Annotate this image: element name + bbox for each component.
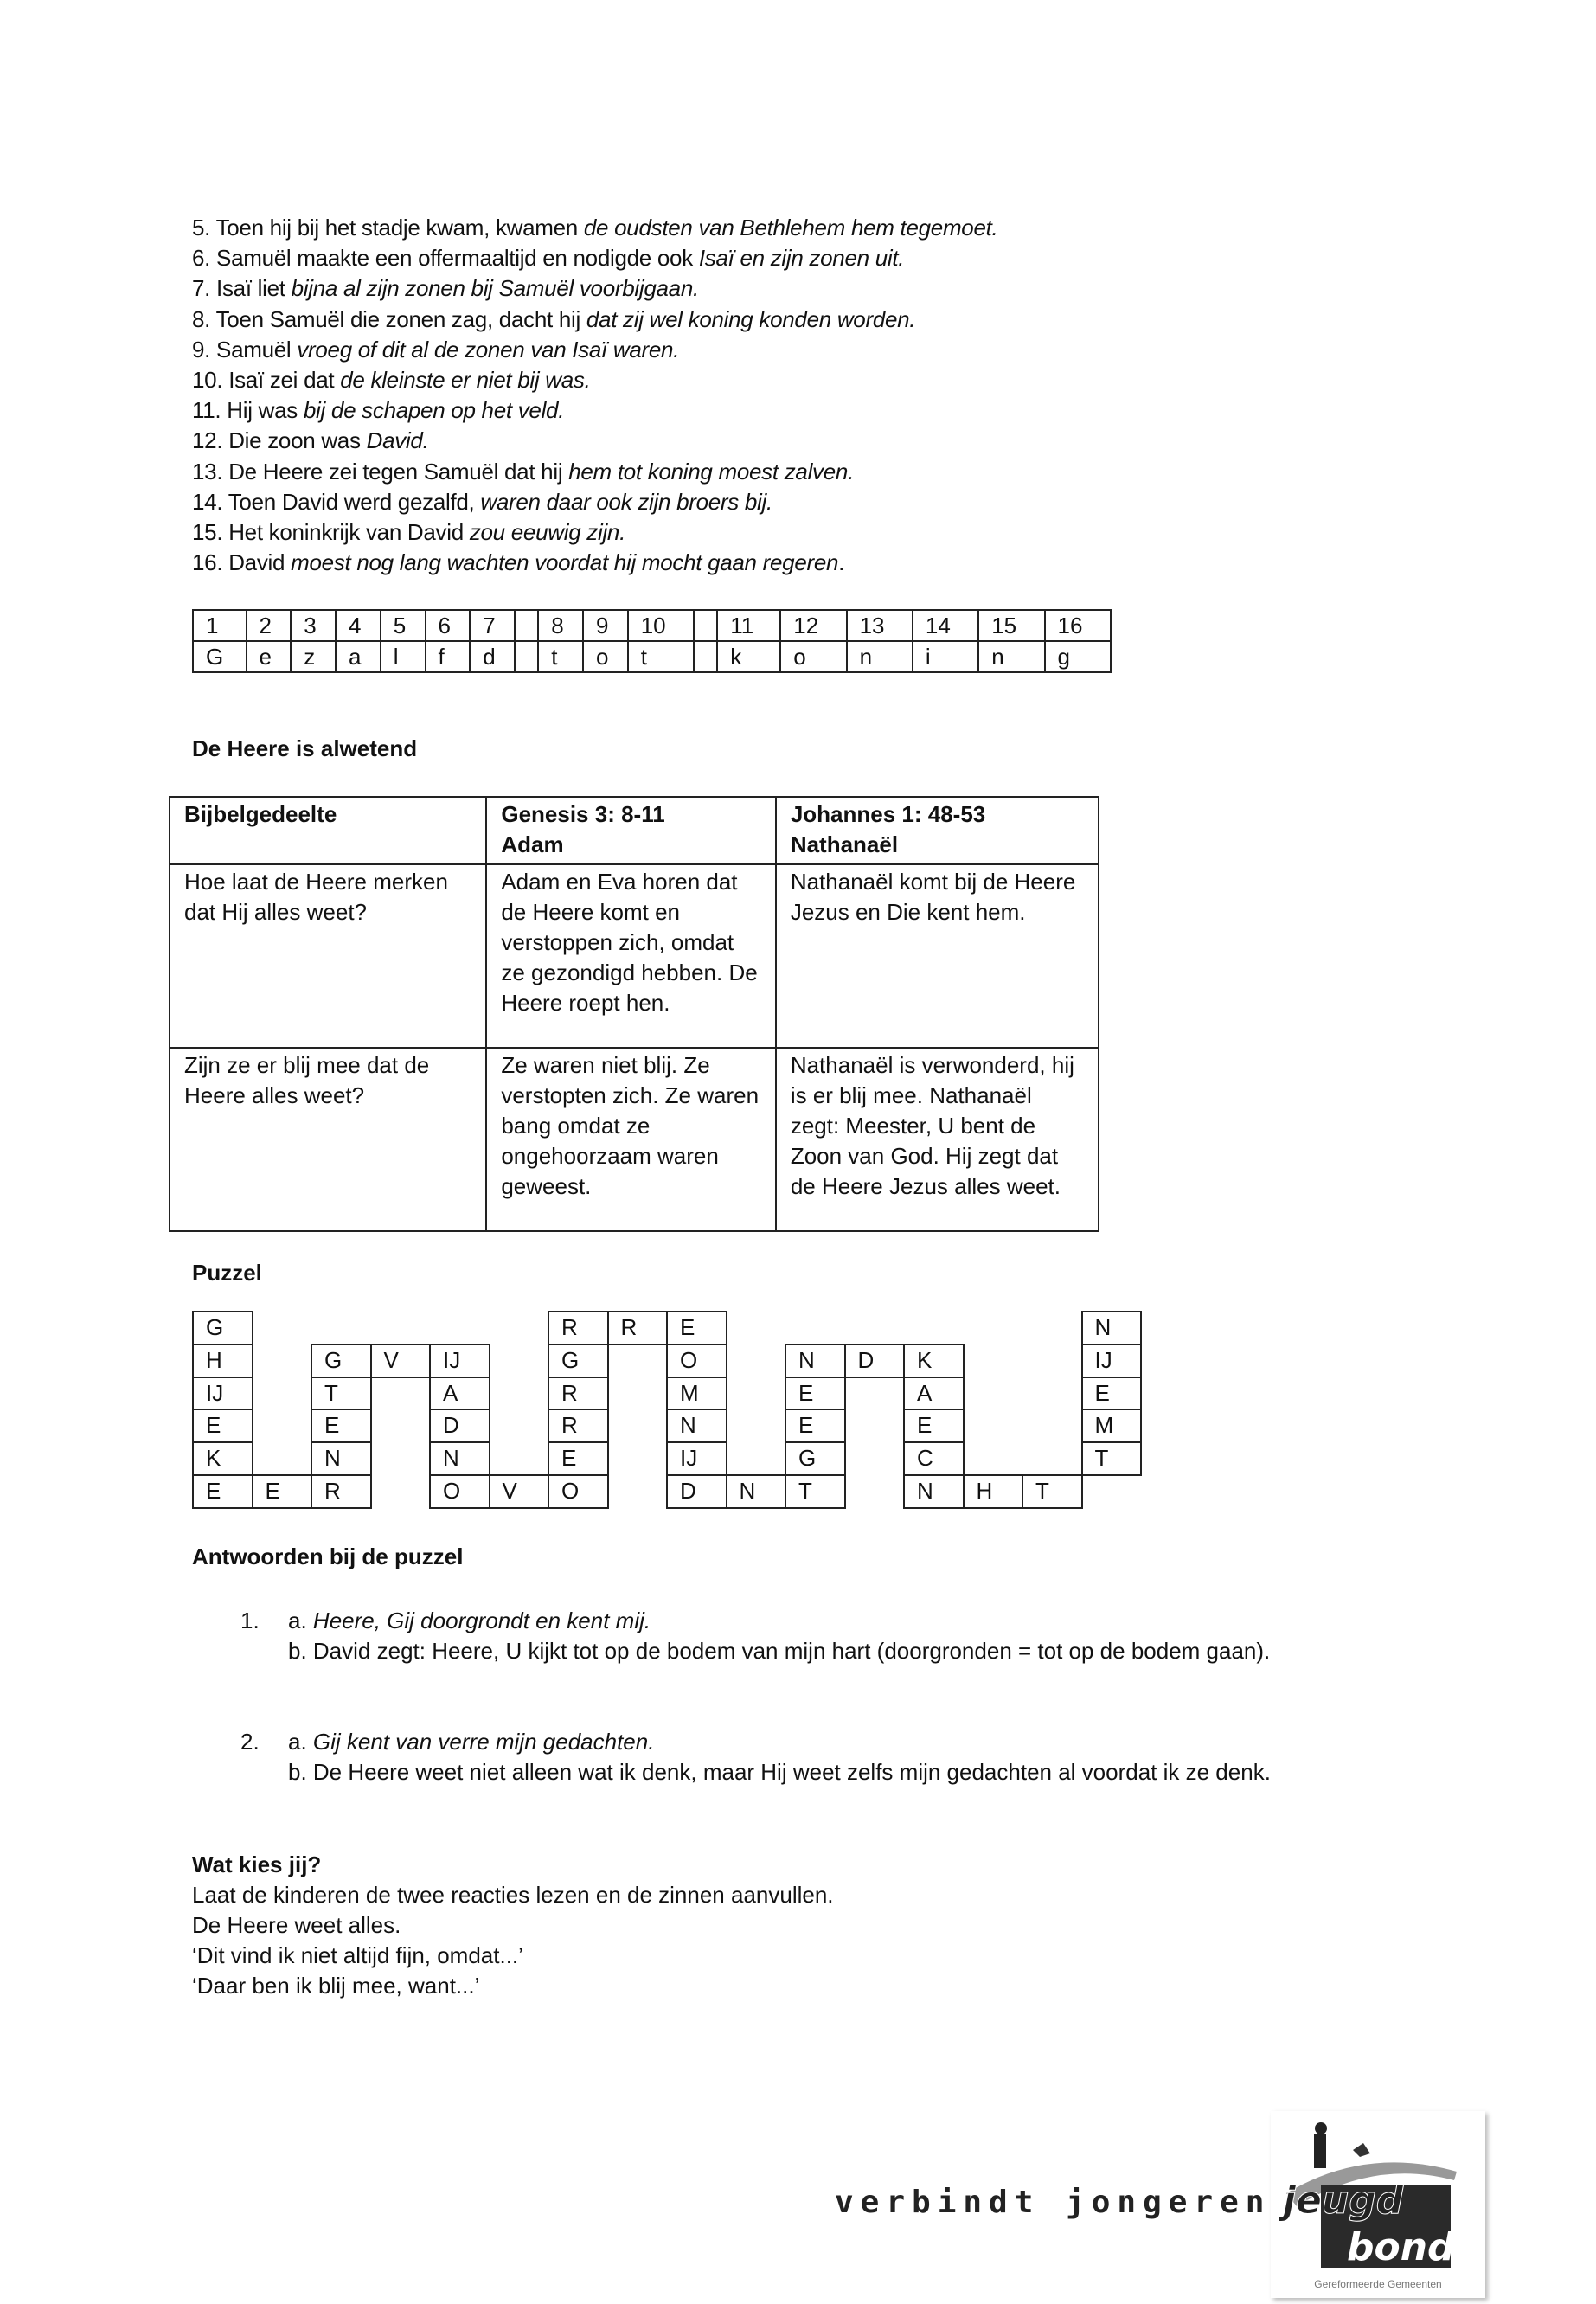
item-text: Isaï zei dat (228, 367, 341, 394)
list-item (192, 426, 997, 456)
puzzle-cell: E (666, 1311, 727, 1345)
puzzle-cell: R (548, 1377, 609, 1411)
puzzle-cell: N (666, 1409, 727, 1443)
letter-cell: o (780, 641, 846, 672)
puzzle-title: Puzzel (192, 1260, 262, 1286)
puzzle-cell: O (548, 1474, 609, 1509)
item-number: 16. (192, 549, 223, 576)
item-number: 12. (192, 427, 223, 454)
table-cell: Hoe laat de Heere merken dat Hij alles weet? (170, 864, 486, 1048)
letter-cell: 16 (1045, 610, 1112, 641)
list-item (192, 365, 997, 395)
answer-item (240, 1727, 1413, 1787)
letter-cell: 11 (717, 610, 780, 641)
letter-cell: 4 (336, 610, 381, 641)
list-item (192, 487, 997, 517)
item-number: 13. (192, 458, 223, 485)
answer-number: 1. (240, 1608, 260, 1633)
puzzle-cell: E (192, 1409, 253, 1443)
puzzle-cell: T (785, 1474, 846, 1509)
summary-list (192, 213, 997, 578)
puzzle-cell: K (192, 1441, 253, 1476)
list-item (192, 213, 997, 243)
puzzle-cell: T (1022, 1474, 1083, 1509)
letter-cell: 7 (470, 610, 515, 641)
puzzle-grid (192, 1311, 1140, 1510)
choice-section (192, 1850, 834, 2001)
item-number: 14. (192, 488, 223, 515)
answer-number: 2. (240, 1729, 260, 1755)
letter-cell: n (978, 641, 1044, 672)
header-line: Johannes 1: 48-53 (790, 801, 986, 827)
letter-code-table (192, 609, 1112, 673)
letter-cell: f (426, 641, 471, 672)
puzzle-cell: R (548, 1409, 609, 1443)
puzzle-cell: G (192, 1311, 253, 1345)
table-cell: Ze waren niet blij. Ze verstopten zich. Ze waren bang omdat ze ongehoorzaam waren geweest. (486, 1048, 775, 1231)
table-row (170, 1048, 1099, 1231)
puzzle-cell: N (785, 1344, 846, 1378)
table-cell: Nathanaël is verwonderd, hij is er blij mee. Nathanaël zegt: Meester, U bent de Zoon van God. Hij zegt dat de Heere Jezus alles weet. (776, 1048, 1099, 1231)
puzzle-cell: M (666, 1377, 727, 1411)
puzzle-cell: V (489, 1474, 550, 1509)
item-italic: dat zij wel koning konden worden. (586, 305, 916, 332)
table-cell: Zijn ze er blij mee dat de Heere alles weet? (170, 1048, 486, 1231)
list-item (192, 273, 997, 304)
letter-cell: 2 (247, 610, 292, 641)
item-italic: vroeg of dit al de zonen van Isaï waren. (297, 336, 680, 363)
puzzle-cell: V (370, 1344, 432, 1378)
puzzle-cell: G (548, 1344, 609, 1378)
item-italic: moest nog lang wachten voordat hij mocht gaan regeren (291, 549, 839, 576)
header-cell (170, 797, 486, 864)
puzzle-cell: A (429, 1377, 490, 1411)
header-line: Genesis 3: 8-11 (501, 801, 665, 827)
header-cell (486, 797, 775, 864)
answer-a-prefix: a. (288, 1729, 313, 1755)
letter-cell: 6 (426, 610, 471, 641)
puzzle-cell: E (903, 1409, 965, 1443)
list-item (192, 305, 997, 335)
puzzle-cell: IJ (192, 1377, 253, 1411)
puzzle-cell: R (607, 1311, 669, 1345)
item-italic: waren daar ook zijn broers bij. (480, 488, 772, 515)
puzzle-cell: O (666, 1344, 727, 1378)
header-line: Adam (501, 831, 564, 857)
puzzle-cell: M (1081, 1409, 1143, 1443)
header-cell (776, 797, 1099, 864)
item-number: 11. (192, 397, 221, 424)
puzzle-cell: N (1081, 1311, 1143, 1345)
item-text: Toen Samuël die zonen zag, dacht hij (215, 305, 586, 332)
puzzle-cell: R (548, 1311, 609, 1345)
letter-cell: g (1045, 641, 1112, 672)
letter-cell: 9 (583, 610, 628, 641)
header-line: Nathanaël (790, 831, 899, 857)
letter-table-numbers-row (193, 610, 1111, 641)
puzzle-cell: K (903, 1344, 965, 1378)
puzzle-cell: R (311, 1474, 372, 1509)
letter-cell: 12 (780, 610, 846, 641)
item-italic: bij de schapen op het veld. (303, 397, 565, 424)
svg-text:bond: bond (1347, 2225, 1455, 2269)
letter-cell: o (583, 641, 628, 672)
puzzle-cell: T (311, 1377, 372, 1411)
item-number: 5. (192, 215, 211, 241)
letter-cell: e (247, 641, 292, 672)
puzzle-cell: E (311, 1409, 372, 1443)
letter-cell: d (470, 641, 515, 672)
choice-title: Wat kies jij? (192, 1852, 322, 1877)
letter-cell: 10 (628, 610, 694, 641)
item-italic: zou eeuwig zijn. (469, 519, 626, 546)
letter-cell: t (538, 641, 583, 672)
puzzle-cell: D (666, 1474, 727, 1509)
choice-line: De Heere weet alles. (192, 1912, 401, 1938)
letter-cell: i (913, 641, 978, 672)
letter-cell: 15 (978, 610, 1044, 641)
puzzle-cell: E (548, 1441, 609, 1476)
table-row (170, 864, 1099, 1048)
list-item (192, 335, 997, 365)
item-number: 9. (192, 336, 211, 363)
table-cell: Adam en Eva horen dat de Heere komt en verstoppen zich, omdat ze gezondigd hebben. De Heere roept hen. (486, 864, 775, 1048)
list-item (192, 517, 997, 548)
footer-tagline: verbindt jongeren (835, 2185, 1272, 2220)
puzzle-cell: A (903, 1377, 965, 1411)
item-text: David (228, 549, 292, 576)
letter-cell: G (193, 641, 247, 672)
puzzle-cell: H (963, 1474, 1024, 1509)
list-item (192, 457, 997, 487)
item-italic: de kleinste er niet bij was. (340, 367, 591, 394)
puzzle-cell: T (1081, 1441, 1143, 1476)
table-cell: Nathanaël komt bij de Heere Jezus en Die kent hem. (776, 864, 1099, 1048)
letter-cell: 14 (913, 610, 978, 641)
item-text: Isaï liet (216, 275, 292, 302)
letter-cell (515, 610, 538, 641)
choice-line: ‘Daar ben ik blij mee, want...’ (192, 1973, 480, 1999)
answer-a-prefix: a. (288, 1608, 313, 1633)
item-text: De Heere zei tegen Samuël dat hij (228, 458, 569, 485)
jeugdbond-logo (1271, 2111, 1485, 2298)
item-text: Hij was (227, 397, 304, 424)
letter-cell (694, 641, 717, 672)
puzzle-cell: E (192, 1474, 253, 1509)
logo-graphic-icon (1271, 2111, 1485, 2298)
puzzle-cell: IJ (429, 1344, 490, 1378)
letter-cell: 1 (193, 610, 247, 641)
puzzle-cell: O (429, 1474, 490, 1509)
item-text: Het koninkrijk van David (228, 519, 470, 546)
puzzle-cell: N (726, 1474, 787, 1509)
section-title: De Heere is alwetend (192, 735, 418, 761)
item-number: 7. (192, 275, 211, 302)
bible-table-header (170, 797, 1099, 864)
puzzle-cell: E (1081, 1377, 1143, 1411)
puzzle-cell: E (785, 1377, 846, 1411)
letter-cell (515, 641, 538, 672)
item-number: 10. (192, 367, 223, 394)
choice-line: Laat de kinderen de twee reacties lezen en de zinnen aanvullen. (192, 1882, 834, 1908)
answer-b: b. David zegt: Heere, U kijkt tot op de bodem van mijn hart (doorgronden = tot op de bodem gaan). (288, 1638, 1271, 1664)
item-text: Toen David werd gezalfd, (228, 488, 481, 515)
svg-text:Gereformeerde Gemeenten: Gereformeerde Gemeenten (1314, 2278, 1442, 2290)
puzzle-cell: E (252, 1474, 313, 1509)
letter-table-letters-row (193, 641, 1111, 672)
header-line: Bijbelgedeelte (184, 801, 337, 827)
item-italic: de oudsten van Bethlehem hem tegemoet. (583, 215, 998, 241)
letter-cell: n (847, 641, 913, 672)
letter-cell: 5 (381, 610, 426, 641)
list-item (192, 243, 997, 273)
choice-line: ‘Dit vind ik niet altijd fijn, omdat...’ (192, 1942, 523, 1968)
puzzle-cell: H (192, 1344, 253, 1378)
svg-text:jeugd: jeugd (1283, 2179, 1404, 2223)
list-item (192, 395, 997, 426)
letter-cell: k (717, 641, 780, 672)
item-number: 15. (192, 519, 223, 546)
bible-table (169, 796, 1099, 1232)
puzzle-cell: E (785, 1409, 846, 1443)
answer-item (240, 1606, 1413, 1666)
puzzle-cell: IJ (1081, 1344, 1143, 1378)
item-italic: Isaï en zijn zonen uit. (698, 245, 905, 272)
item-number: 8. (192, 305, 211, 332)
letter-cell: 8 (538, 610, 583, 641)
letter-cell: t (628, 641, 694, 672)
item-tail: . (838, 549, 845, 576)
puzzle-cell: G (785, 1441, 846, 1476)
item-text: Samuël (216, 336, 298, 363)
puzzle-cell: N (429, 1441, 490, 1476)
letter-cell: l (381, 641, 426, 672)
item-text: Toen hij bij het stadje kwam, kwamen (215, 215, 584, 241)
item-text: Samuël maakte een offermaaltijd en nodigde ook (216, 245, 699, 272)
puzzle-cell: G (311, 1344, 372, 1378)
item-text: Die zoon was (228, 427, 367, 454)
item-italic: David. (366, 427, 429, 454)
puzzle-cell: D (844, 1344, 906, 1378)
letter-cell: z (291, 641, 336, 672)
answer-b: b. De Heere weet niet alleen wat ik denk, maar Hij weet zelfs mijn gedachten al voordat ik ze denk. (288, 1759, 1271, 1785)
puzzle-cell: IJ (666, 1441, 727, 1476)
puzzle-cell: N (903, 1474, 965, 1509)
item-number: 6. (192, 245, 211, 272)
list-item (192, 548, 997, 578)
answer-a: Gij kent van verre mijn gedachten. (312, 1729, 655, 1755)
item-italic: bijna al zijn zonen bij Samuël voorbijgaan. (291, 275, 699, 302)
letter-cell: 13 (847, 610, 913, 641)
letter-cell: a (336, 641, 381, 672)
puzzle-cell: C (903, 1441, 965, 1476)
item-italic: hem tot koning moest zalven. (568, 458, 854, 485)
answers-title: Antwoorden bij de puzzel (192, 1543, 464, 1569)
letter-cell (694, 610, 717, 641)
puzzle-cell: N (311, 1441, 372, 1476)
answer-a: Heere, Gij doorgrondt en kent mij. (312, 1608, 651, 1633)
puzzle-cell: D (429, 1409, 490, 1443)
letter-cell: 3 (291, 610, 336, 641)
